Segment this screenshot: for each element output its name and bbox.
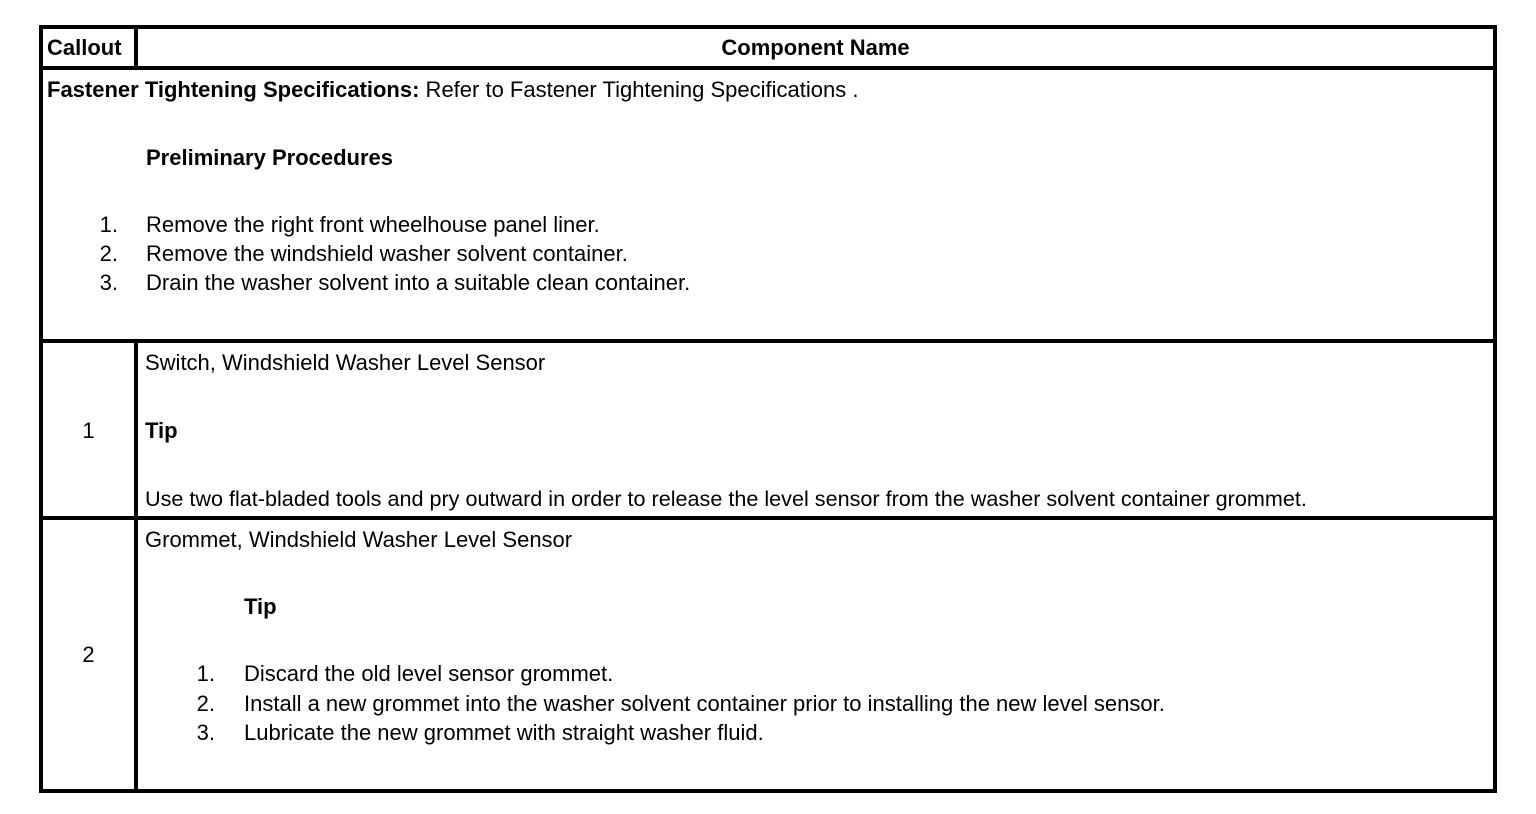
step-text: Lubricate the new grommet with straight washer fluid.	[244, 720, 764, 745]
fastener-specs-label: Fastener Tightening Specifications:	[47, 77, 420, 102]
callout-number: 1	[82, 418, 95, 443]
callout-number: 2	[82, 642, 95, 667]
step-number: 2.	[99, 241, 118, 266]
table-border-top	[39, 25, 1497, 29]
step-text: Remove the windshield washer solvent container.	[146, 241, 628, 266]
table-border-right	[1493, 25, 1497, 793]
step-text: Install a new grommet into the washer solvent container prior to installing the new level sensor.	[244, 691, 1165, 716]
step-number: 2.	[196, 691, 215, 716]
step-text: Discard the old level sensor grommet.	[244, 661, 614, 686]
row-divider	[39, 516, 1497, 520]
step-text: Remove the right front wheelhouse panel liner.	[146, 212, 600, 237]
step-number: 1.	[99, 212, 118, 237]
component-name: Switch, Windshield Washer Level Sensor	[145, 350, 546, 375]
fastener-specs-text: Refer to Fastener Tightening Specifications .	[419, 77, 859, 102]
table-border-bottom	[39, 789, 1497, 793]
header-divider	[39, 66, 1497, 70]
step-number: 3.	[99, 270, 118, 295]
tip-text: Use two flat-bladed tools and pry outward in order to release the level sensor from the washer solvent container grommet.	[145, 486, 1307, 511]
header-callout: Callout	[47, 35, 122, 60]
tip-heading: Tip	[145, 418, 178, 443]
fastener-specs-line	[47, 77, 858, 103]
header-component-name: Component Name	[721, 35, 910, 60]
step-text: Drain the washer solvent into a suitable clean container.	[146, 270, 691, 295]
step-number: 3.	[196, 720, 215, 745]
preliminary-heading: Preliminary Procedures	[146, 145, 394, 170]
row-divider	[39, 339, 1497, 343]
tip-heading: Tip	[244, 594, 277, 619]
column-divider	[134, 339, 138, 793]
component-name: Grommet, Windshield Washer Level Sensor	[145, 527, 573, 552]
table-border-left	[39, 25, 43, 793]
step-number: 1.	[196, 661, 215, 686]
